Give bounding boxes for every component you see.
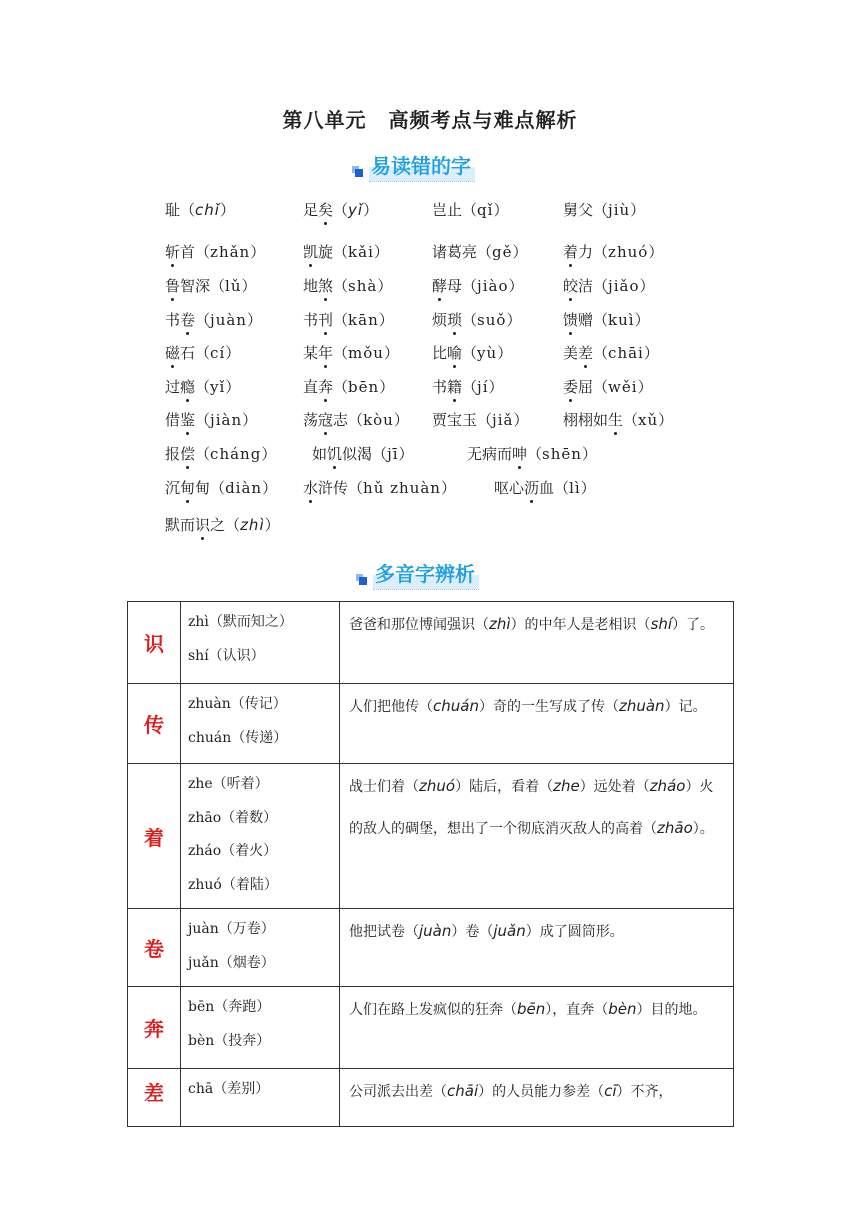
reading-item: shí（认识） [188,647,265,664]
polyphone-readings [181,1069,340,1127]
example-text: ）奇的一生写成了传（ [478,699,619,715]
polyphone-row [128,764,734,909]
example-text: ）陆后，看着（ [455,779,554,795]
paren-open: （ [477,411,493,429]
word-dotted-char: 刊 [318,311,334,329]
word-dotted-char: 矣 [318,201,334,219]
word-dotted-char: 沥 [524,479,540,497]
misread-word [312,443,414,464]
word-text: 荡 [303,411,319,429]
misread-word [303,477,456,498]
example-text: ）的人员能力参差（ [478,1084,605,1100]
word-text: 赠 [578,311,594,329]
reading-item: bēn（奔跑） [188,999,271,1015]
section-square-icon [352,166,363,177]
example-text: 他把试卷（ [349,924,419,940]
example-pinyin: juǎn [493,922,526,940]
misread-word [165,409,257,430]
word-dotted-char: 酵 [432,277,448,295]
paren-close: ） [225,378,241,396]
example-pinyin: cī [604,1082,617,1100]
misread-word [563,241,663,262]
paren-close: ） [506,311,522,329]
word-text: 足 [303,201,319,219]
example-text: ）的中年人是老相识（ [510,617,651,633]
section-square-icon [356,574,367,585]
word-pinyin: lǔ [225,277,242,295]
paren-open: （ [333,243,349,261]
misread-word [467,443,597,464]
misread-word [165,199,235,220]
word-dotted-char: 委 [563,378,579,396]
example-pinyin: zhāo [657,819,693,837]
word-text: 栩栩如 [563,411,609,429]
word-text: 旋 [318,243,334,261]
misread-word [303,241,389,262]
word-text: 默而 [165,516,196,534]
paren-open: （ [462,311,478,329]
paren-close: ） [513,411,529,429]
section-header-misread [352,150,475,182]
word-pinyin: lì [569,479,581,497]
example-text: ）火的敌人的碉堡，想出了一个彻底消灭敌人的高着（ [349,779,714,837]
paren-close: ） [242,411,258,429]
word-text: 洁 [578,277,594,295]
example-text: ）了。 [672,617,715,633]
word-text: 某 [303,344,319,362]
example-text: ）远处着（ [579,779,650,795]
paren-close: ） [393,411,409,429]
misread-word [165,443,276,464]
word-text: 之 [210,516,226,534]
example-pinyin: zhuó [419,777,456,795]
paren-open: （ [348,479,364,497]
example-text: 爸爸和那位博闻强识（ [349,617,489,633]
example-text: 战士们着（ [349,779,419,795]
word-pinyin: shēn [542,445,582,463]
paren-open: （ [225,516,241,534]
example-pinyin: zhe [553,777,580,795]
polyphone-char: 识 [128,602,181,684]
polyphone-example [340,987,734,1069]
word-text: 书 [432,378,448,396]
paren-close: ） [246,311,262,329]
misread-word [432,309,521,330]
paren-open: （ [348,411,364,429]
word-dotted-char: 呻 [512,445,528,463]
word-pinyin: chǐ [195,201,220,219]
word-pinyin: bēn [348,378,380,396]
polyphone-row [128,684,734,764]
word-text: 葛亮 [447,243,478,261]
paren-close: ） [639,277,655,295]
paren-close: ） [262,479,278,497]
word-text: 书 [165,311,181,329]
word-text: 比 [432,344,448,362]
word-pinyin: kuì [608,311,635,329]
paren-open: （ [180,201,196,219]
paren-close: ） [225,344,241,362]
word-pinyin: gě [492,243,513,261]
paren-close: ） [377,277,393,295]
title-topic: 高频考点与难点解析 [388,108,578,132]
reading-item: zhuó（着陆） [188,876,278,893]
word-text: 浒传 [318,479,349,497]
polyphone-char: 着 [128,764,181,909]
paren-close: ） [373,243,389,261]
misread-word [494,477,596,498]
paren-close: ） [241,277,257,295]
word-pinyin: kān [348,311,379,329]
misread-word [432,342,512,363]
example-text: 人们把他传（ [349,699,433,715]
paren-close: ） [512,243,528,261]
word-pinyin: wěi [608,378,638,396]
polyphone-row [128,1069,734,1127]
example-text: ）卷（ [451,924,494,940]
paren-open: （ [372,445,388,463]
word-text: 宝玉 [447,411,478,429]
paren-open: （ [593,311,609,329]
polyphone-example [340,909,734,987]
paren-close: ） [634,311,650,329]
paren-open: （ [462,378,478,396]
word-pinyin: qǐ [477,201,494,219]
word-text: 诸 [432,243,448,261]
example-pinyin: chāi [447,1082,479,1100]
polyphone-readings [181,764,340,909]
word-pinyin: chāi [608,344,644,362]
word-dotted-char: 喻 [447,344,463,362]
word-text: 过 [165,378,181,396]
paren-close: ） [648,243,664,261]
polyphone-example [340,1069,734,1127]
word-text: 报 [165,445,181,463]
word-dotted-char: 皎 [563,277,579,295]
paren-open: （ [333,344,349,362]
word-text: 烦 [432,311,448,329]
word-text: 止 [447,201,463,219]
paren-close: ） [493,201,509,219]
word-text: 首 [180,243,196,261]
word-pinyin: mǒu [348,344,384,362]
word-pinyin: cí [210,344,226,362]
paren-open: （ [593,378,609,396]
misread-word [165,477,277,498]
reading-item: juǎn（烟卷） [188,954,275,971]
misread-word [165,275,257,296]
word-pinyin: yù [477,344,498,362]
paren-open: （ [623,411,639,429]
word-dotted-char: 差 [578,344,594,362]
paren-close: ） [219,201,235,219]
section-label: 易读错的字 [369,150,475,182]
word-text: 美 [563,344,579,362]
misread-word [303,376,394,397]
paren-close: ） [581,445,597,463]
reading-item: zhe（听着） [188,776,269,792]
word-pinyin: diàn [225,479,263,497]
paren-close: ） [398,445,414,463]
paren-open: （ [333,378,349,396]
word-pinyin: yǐ [210,378,226,396]
word-dotted-char: 煞 [318,277,334,295]
paren-open: （ [210,479,226,497]
polyphone-char: 传 [128,684,181,764]
word-pinyin: kǎi [348,243,374,261]
word-text: 耻 [165,201,181,219]
paren-close: ） [250,243,266,261]
word-pinyin: jiào [477,277,509,295]
polyphone-example [340,602,734,684]
paren-close: ） [264,516,280,534]
word-dotted-char: 瘾 [180,378,196,396]
paren-open: （ [333,277,349,295]
paren-close: ） [637,378,653,396]
paren-open: （ [195,378,211,396]
word-dotted-char: 着 [563,243,579,261]
paren-open: （ [462,201,478,219]
reading-item: zháo（着火） [188,843,278,859]
paren-open: （ [210,277,226,295]
misread-word [563,199,645,220]
misread-word [303,342,399,363]
example-text: ）。 [692,821,714,837]
polyphone-example [340,684,734,764]
polyphone-readings [181,684,340,764]
word-dotted-char: 卷 [180,311,196,329]
word-dotted-char: 斩 [165,243,181,261]
word-text: 无病而 [467,445,513,463]
paren-open: （ [195,344,211,362]
paren-close: ） [379,378,395,396]
word-dotted-char: 磁 [165,344,181,362]
word-pinyin: zhǎn [210,243,251,261]
word-text: 屈 [578,378,594,396]
word-text: 力 [578,243,594,261]
word-pinyin: jī [387,445,399,463]
example-pinyin: zhuàn [618,697,665,715]
word-pinyin: yǐ [348,201,364,219]
polyphone-char: 差 [128,1069,181,1127]
word-text: 母 [447,277,463,295]
word-dotted-char: 水 [303,479,319,497]
reading-item: zhì（默而知之） [188,614,293,630]
word-dotted-char: 鉴 [180,411,196,429]
word-text: 借 [165,411,181,429]
word-text: 甸 [195,479,211,497]
misread-word [303,199,378,220]
section-header-polyphone [356,558,479,590]
polyphone-table [127,601,734,1127]
word-text: 如 [312,445,328,463]
example-pinyin: shí [650,615,673,633]
reading-item: zhuàn（传记） [188,696,287,712]
word-text: 石 [180,344,196,362]
misread-word [303,409,409,430]
word-pinyin: jiù [608,201,631,219]
paren-open: （ [477,243,493,261]
word-pinyin: juàn [210,311,247,329]
paren-close: ） [363,201,379,219]
example-text: 公司派去出差（ [349,1084,447,1100]
word-dotted-char: 寇 [318,411,334,429]
example-pinyin: zháo [649,777,686,795]
example-text: ）成了圆筒形。 [525,924,624,940]
misread-word [563,376,653,397]
paren-close: ） [378,311,394,329]
paren-open: （ [333,201,349,219]
paren-open: （ [462,344,478,362]
polyphone-example [340,764,734,909]
word-pinyin: kòu [363,411,394,429]
word-text: 岂 [432,201,448,219]
misread-word [165,241,265,262]
reading-item: bèn（投奔） [188,1032,271,1049]
paren-open: （ [195,411,211,429]
word-pinyin: jí [477,378,489,396]
word-text: 智深 [180,277,211,295]
paren-close: ） [440,479,456,497]
paren-close: ） [643,344,659,362]
example-pinyin: chuán [433,697,479,715]
polyphone-row [128,602,734,684]
reading-item: juàn（万卷） [188,921,275,937]
paren-open: （ [462,277,478,295]
word-text: 直 [303,378,319,396]
example-text: ），直奔（ [545,1002,609,1018]
word-pinyin: zhì [240,516,265,534]
polyphone-char: 卷 [128,909,181,987]
word-dotted-char: 生 [608,411,624,429]
word-dotted-char: 琐 [447,311,463,329]
misread-word [303,309,394,330]
example-pinyin: juàn [419,922,452,940]
word-pinyin: hǔ zhuàn [363,479,441,497]
word-dotted-char: 籍 [447,378,463,396]
misread-word [165,514,280,535]
word-pinyin: zhuó [608,243,649,261]
paren-open: （ [593,201,609,219]
word-pinyin: jiǎo [608,277,640,295]
paren-close: ） [508,277,524,295]
paren-close: ） [580,479,596,497]
misread-word [165,342,240,363]
paren-open: （ [333,311,349,329]
word-dotted-char: 鲁 [165,277,181,295]
example-text: ）记。 [664,699,707,715]
paren-close: ） [658,411,674,429]
word-dotted-char: 年 [318,344,334,362]
polyphone-row [128,909,734,987]
word-text: 地 [303,277,319,295]
example-text: ）不齐， [616,1084,673,1100]
paren-close: ） [630,201,646,219]
misread-word [432,275,523,296]
example-text: 人们在路上发疯似的狂奔（ [349,1002,517,1018]
reading-item: chā（差别） [188,1081,270,1097]
paren-open: （ [593,277,609,295]
title-unit: 第八单元 [282,108,367,132]
example-pinyin: bēn [517,1000,546,1018]
word-text: 书 [303,311,319,329]
word-pinyin: xǔ [638,411,659,429]
word-dotted-char: 甸 [180,479,196,497]
word-dotted-char: 识 [195,516,211,534]
paren-close: ） [497,344,513,362]
paren-open: （ [554,479,570,497]
reading-item: zhāo（着数） [188,809,278,826]
example-pinyin: zhì [489,615,511,633]
polyphone-readings [181,987,340,1069]
misread-word [165,376,240,397]
misread-word [563,409,673,430]
misread-word [165,309,262,330]
reading-item: chuán（传递） [188,729,288,746]
section-label: 多音字辨析 [373,558,479,590]
word-text: 贾 [432,411,448,429]
word-text: 血 [539,479,555,497]
word-text: 沉 [165,479,181,497]
polyphone-row [128,987,734,1069]
misread-word [432,199,508,220]
word-text: 父 [578,201,594,219]
polyphone-readings [181,909,340,987]
example-pinyin: bèn [608,1000,637,1018]
misread-word [303,275,392,296]
word-dotted-char: 偿 [180,445,196,463]
word-dotted-char: 凯 [303,243,319,261]
paren-close: ） [383,344,399,362]
misread-word [563,309,650,330]
misread-word [563,342,659,363]
word-dotted-char: 饥 [327,445,343,463]
paren-open: （ [195,445,211,463]
polyphone-readings [181,602,340,684]
paren-open: （ [195,311,211,329]
word-pinyin: jiǎ [492,411,514,429]
word-pinyin: suǒ [477,311,507,329]
word-dotted-char: 馈 [563,311,579,329]
word-pinyin: shà [348,277,378,295]
paren-open: （ [527,445,543,463]
page-title [0,104,860,133]
word-pinyin: jiàn [210,411,243,429]
polyphone-char: 奔 [128,987,181,1069]
word-dotted-char: 奔 [318,378,334,396]
paren-open: （ [195,243,211,261]
misread-word [432,409,528,430]
paren-close: ） [261,445,277,463]
word-pinyin: cháng [210,445,262,463]
word-text: 似渴 [342,445,373,463]
paren-close: ） [488,378,504,396]
paren-open: （ [593,344,609,362]
misread-word [432,376,504,397]
word-text: 舅 [563,201,579,219]
misread-word [563,275,654,296]
word-text: 呕心 [494,479,525,497]
paren-open: （ [593,243,609,261]
example-text: ）目的地。 [636,1002,707,1018]
word-text: 志 [333,411,349,429]
misread-word [432,241,528,262]
